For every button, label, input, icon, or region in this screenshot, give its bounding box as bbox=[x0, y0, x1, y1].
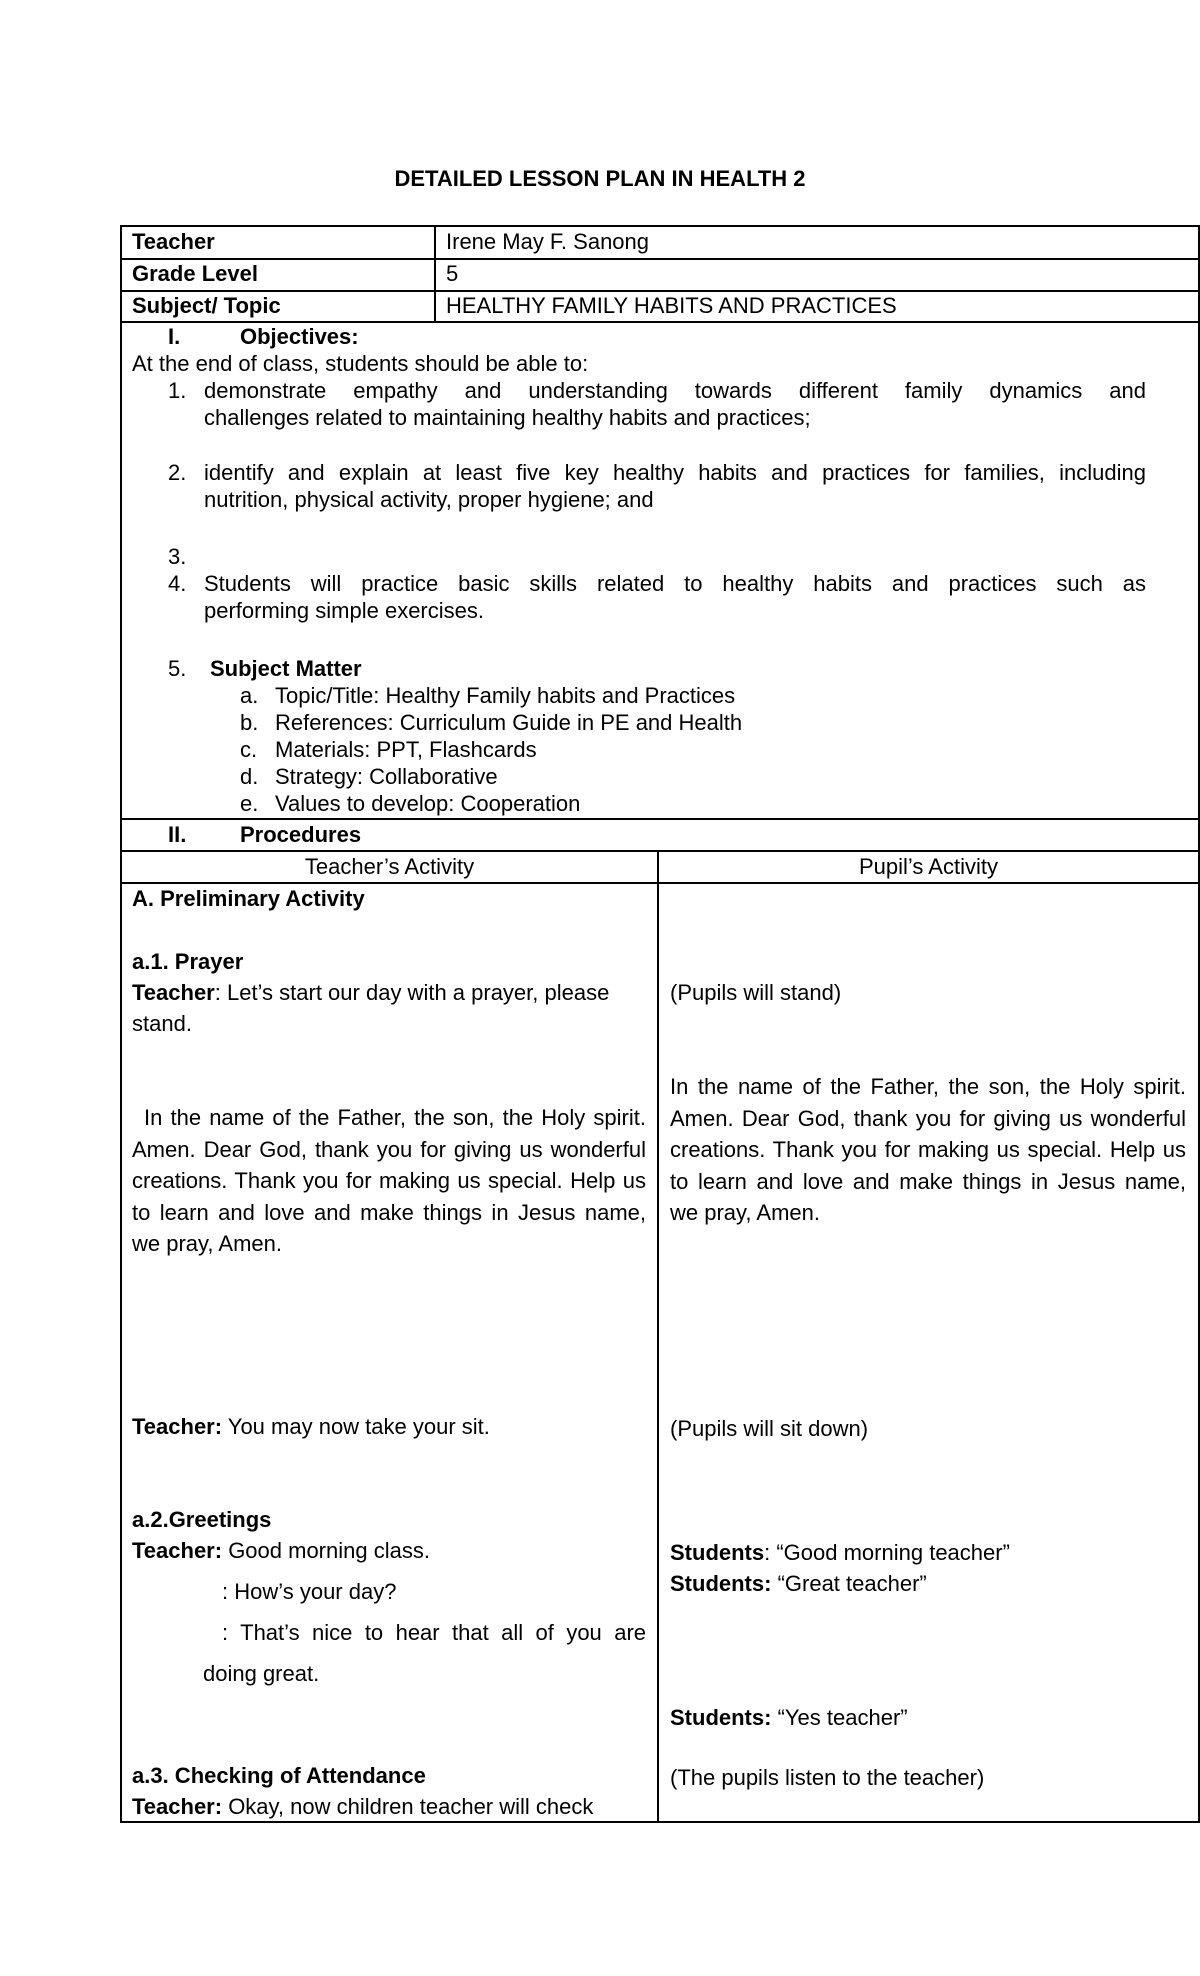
table-border bbox=[120, 850, 1200, 852]
sit-text: You may now take your sit. bbox=[222, 1414, 490, 1439]
subject-label: Subject/ Topic bbox=[132, 293, 281, 318]
objectives-numeral: I. bbox=[168, 324, 181, 349]
objective-number: 1. bbox=[168, 378, 187, 403]
pupil-sit: (Pupils will sit down) bbox=[670, 1416, 869, 1441]
students-label: Students bbox=[670, 1540, 765, 1565]
teacher-prayer-text: In the name of the Father, the son, the Holy spirit. Amen. Dear God, thank you for giving us wonderful creations. Thank you for making us special. Help us to learn and love and make things in Jesus name, we pray, Amen. bbox=[132, 1105, 646, 1256]
objective-item: identify and explain at least five key healthy habits and practices for families, including bbox=[204, 460, 1146, 485]
teacher-response: : That’s nice to hear that all of you are bbox=[222, 1620, 646, 1645]
subject-value: HEALTHY FAMILY HABITS AND PRACTICES bbox=[446, 293, 897, 318]
teacher-prayer-instruction bbox=[132, 979, 609, 1006]
objective-number: 3. bbox=[168, 544, 187, 569]
subject-matter-letter: d. bbox=[240, 764, 259, 789]
reply-text: “Yes teacher” bbox=[771, 1705, 908, 1730]
table-border bbox=[434, 225, 436, 323]
subject-matter-heading: Subject Matter bbox=[210, 656, 362, 681]
subject-matter-letter: c. bbox=[240, 737, 258, 762]
speaker-label: Teacher: bbox=[132, 1794, 223, 1819]
objective-item: performing simple exercises. bbox=[204, 598, 484, 623]
grade-value: 5 bbox=[446, 261, 459, 286]
teacher-response-cont: doing great. bbox=[203, 1661, 320, 1686]
attendance-heading: a.3. Checking of Attendance bbox=[132, 1763, 426, 1788]
objective-item: demonstrate empathy and understanding towards different family dynamics and bbox=[204, 378, 1146, 403]
table-border bbox=[120, 1821, 1200, 1823]
table-border bbox=[657, 850, 659, 1823]
subject-matter-item: References: Curriculum Guide in PE and Health bbox=[275, 710, 743, 735]
reply-text: “Great teacher” bbox=[771, 1571, 927, 1596]
objective-item: challenges related to maintaining healthy habits and practices; bbox=[204, 405, 811, 430]
pupil-reply bbox=[670, 1570, 927, 1597]
teacher-greeting bbox=[132, 1537, 430, 1564]
table-border bbox=[120, 818, 1200, 820]
speaker-label: Teacher: bbox=[132, 1538, 223, 1563]
grade-label: Grade Level bbox=[132, 261, 258, 286]
objective-item: nutrition, physical activity, proper hygiene; and bbox=[204, 487, 654, 512]
objective-number: 2. bbox=[168, 460, 187, 485]
speaker-label: Teacher: bbox=[132, 1414, 223, 1439]
instruction-text: : Let’s start our day with a prayer, please bbox=[214, 980, 610, 1005]
teacher-prayer-instruction-cont: stand. bbox=[132, 1011, 192, 1036]
procedures-heading: Procedures bbox=[240, 822, 362, 847]
objective-item: Students will practice basic skills related to healthy habits and practices such as bbox=[204, 571, 1146, 596]
objective-number: 4. bbox=[168, 571, 187, 596]
pupil-reply bbox=[670, 1539, 1010, 1566]
table-border bbox=[120, 258, 1200, 260]
table-border bbox=[120, 225, 1200, 227]
teacher-label: Teacher bbox=[132, 229, 215, 254]
greetings-heading: a.2.Greetings bbox=[132, 1507, 272, 1532]
subject-matter-item: Strategy: Collaborative bbox=[275, 764, 498, 789]
pupil-activity-header: Pupil’s Activity bbox=[859, 854, 998, 879]
table-border bbox=[120, 882, 1200, 884]
subject-matter-item: Values to develop: Cooperation bbox=[275, 791, 581, 816]
subject-matter-letter: b. bbox=[240, 710, 259, 735]
teacher-activity-header: Teacher’s Activity bbox=[304, 854, 475, 879]
subject-matter-letter: e. bbox=[240, 791, 259, 816]
objectives-intro: At the end of class, students should be able to: bbox=[132, 351, 589, 376]
reply-text: : “Good morning teacher” bbox=[764, 1540, 1010, 1565]
teacher-question: : How’s your day? bbox=[222, 1579, 397, 1604]
subject-matter-letter: a. bbox=[240, 683, 259, 708]
teacher-sit-line bbox=[132, 1413, 490, 1440]
subject-matter-item: Materials: PPT, Flashcards bbox=[275, 737, 537, 762]
procedures-numeral: II. bbox=[168, 822, 187, 847]
page-title: DETAILED LESSON PLAN IN HEALTH 2 bbox=[394, 166, 806, 191]
teacher-value: Irene May F. Sanong bbox=[446, 229, 650, 254]
subject-matter-item: Topic/Title: Healthy Family habits and Practices bbox=[275, 683, 736, 708]
preliminary-heading: A. Preliminary Activity bbox=[132, 886, 365, 911]
pupil-listen: (The pupils listen to the teacher) bbox=[670, 1765, 985, 1790]
pupil-prayer-text: In the name of the Father, the son, the Holy spirit. Amen. Dear God, thank you for giving us wonderful creations. Thank you for making us special. Help us to learn and love and make things in Jesus name, we pray, Amen. bbox=[670, 1074, 1186, 1225]
pupil-reply bbox=[670, 1704, 908, 1731]
speaker-label: Teacher bbox=[132, 980, 215, 1005]
subject-matter-number: 5. bbox=[168, 656, 187, 681]
attendance-text: Okay, now children teacher will check bbox=[222, 1794, 594, 1819]
students-label: Students: bbox=[670, 1705, 772, 1730]
prayer-heading: a.1. Prayer bbox=[132, 949, 244, 974]
teacher-attendance bbox=[132, 1793, 593, 1820]
students-label: Students: bbox=[670, 1571, 772, 1596]
greeting-text: Good morning class. bbox=[222, 1538, 430, 1563]
pupil-stand: (Pupils will stand) bbox=[670, 980, 842, 1005]
table-border bbox=[120, 225, 122, 1823]
objectives-heading: Objectives: bbox=[240, 324, 359, 349]
